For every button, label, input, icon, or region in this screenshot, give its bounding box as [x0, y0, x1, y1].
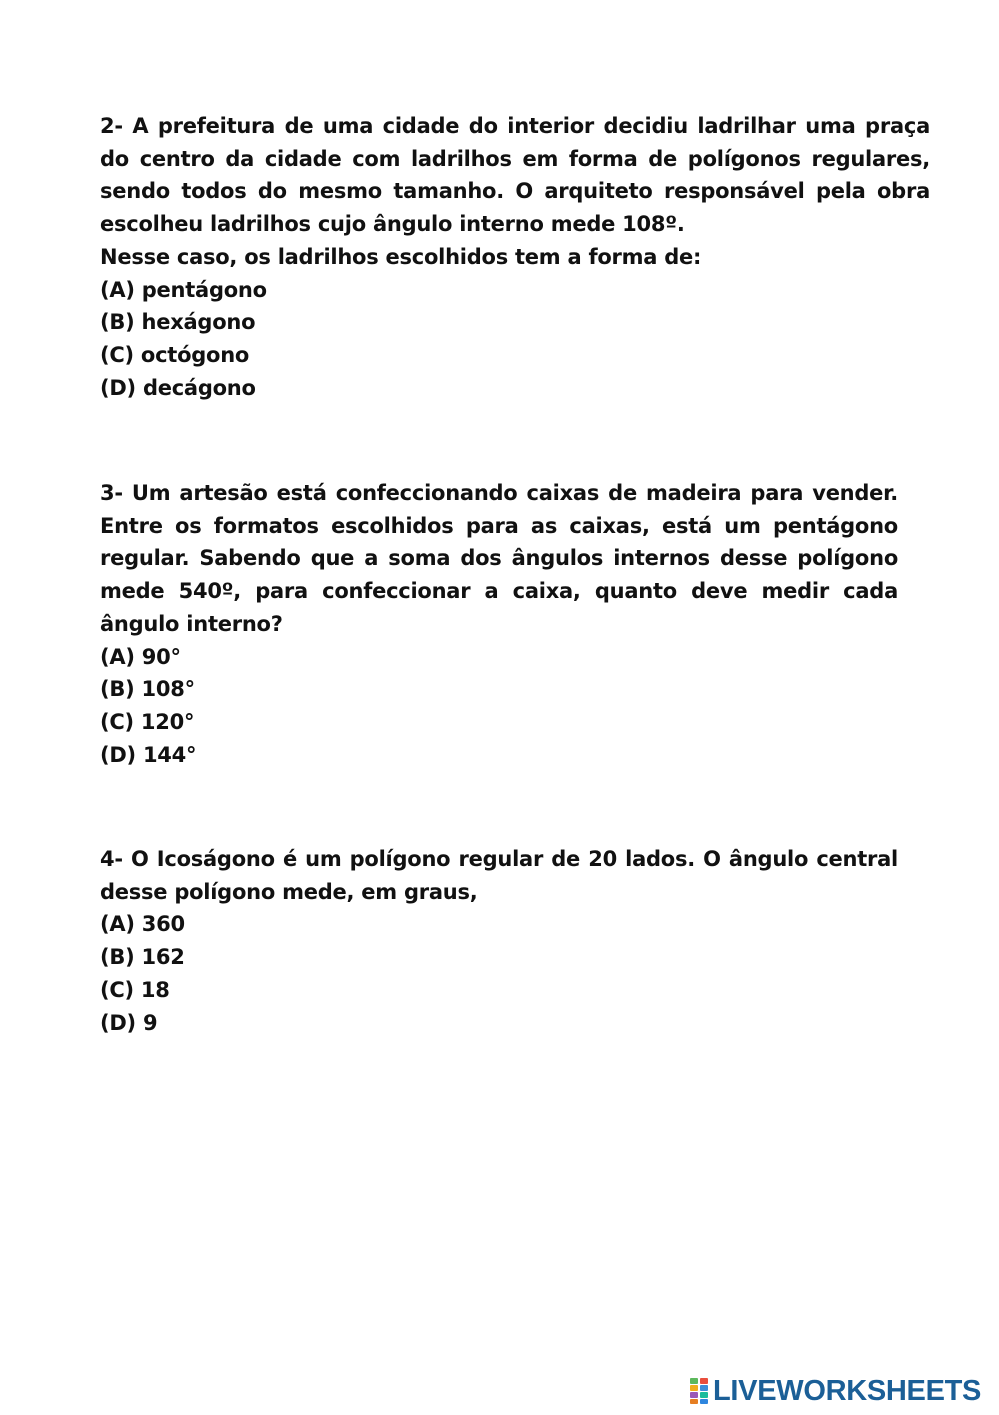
question-3: [100, 477, 898, 771]
option-c: (C) 18: [100, 977, 170, 1002]
option-d: (D) 144°: [100, 742, 197, 767]
option-c: (C) 120°: [100, 709, 195, 734]
option-d: (D) 9: [100, 1010, 158, 1035]
option-a: (A) 360: [100, 912, 185, 937]
question-4: [100, 843, 898, 1039]
options-list: [100, 274, 930, 405]
option-d: (D) decágono: [100, 375, 256, 400]
question-stem: 3- Um artesão está confeccionando caixas de madeira para vender. Entre os formatos escolhidos para as caixas, está um pentágono regular. Sabendo que a soma dos ângulos internos desse polígono mede 540º, para confeccionar a caixa, quanto deve medir cada ângulo interno?: [100, 481, 898, 636]
question-prompt: Nesse caso, os ladrilhos escolhidos tem a forma de:: [100, 244, 702, 269]
liveworksheets-logo-icon: [690, 1378, 708, 1404]
question-2: [100, 110, 930, 404]
question-stem: 2- A prefeitura de uma cidade do interior decidiu ladrilhar uma praça do centro da cidade com ladrilhos em forma de polígonos regulares, sendo todos do mesmo tamanho. O arquiteto responsável pela obra escolheu ladrilhos cujo ângulo interno mede 108º.: [100, 114, 930, 237]
options-list: [100, 908, 898, 1039]
option-b: (B) 108°: [100, 677, 195, 702]
liveworksheets-branding: [690, 1374, 981, 1408]
option-c: (C) octógono: [100, 342, 250, 367]
brand-name: LIVEWORKSHEETS: [713, 1374, 982, 1407]
option-a: (A) 90°: [100, 644, 181, 669]
options-list: [100, 641, 898, 772]
option-a: (A) pentágono: [100, 277, 267, 302]
option-b: (B) hexágono: [100, 310, 256, 335]
question-stem: 4- O Icoságono é um polígono regular de 20 lados. O ângulo central desse polígono mede, em graus,: [100, 847, 898, 904]
option-b: (B) 162: [100, 945, 185, 970]
